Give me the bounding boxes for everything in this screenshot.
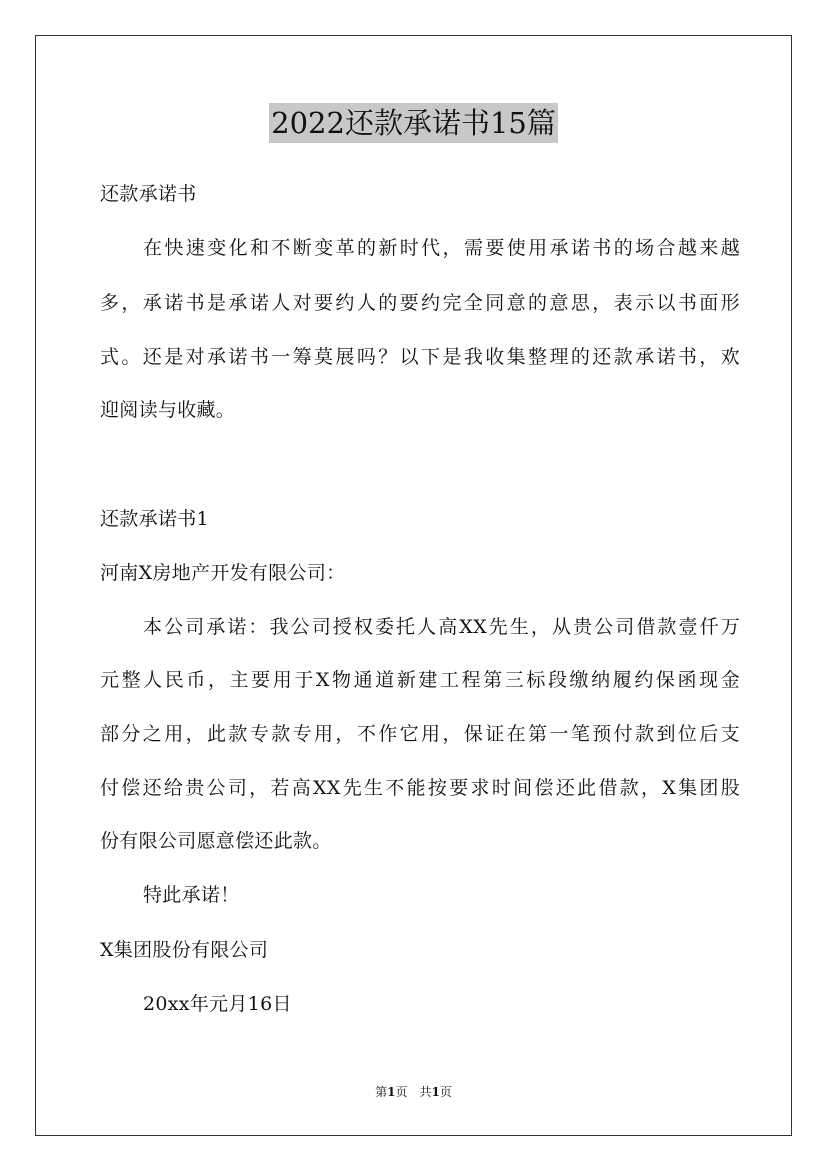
footer-page-current: 1 <box>387 1085 396 1099</box>
document-heading: 还款承诺书 <box>100 183 197 205</box>
intro-line: 迎阅读与收藏。 <box>100 399 236 421</box>
signature-date: 20xx年元月16日 <box>143 993 292 1015</box>
body-line: 部分之用，此款专款专用，不作它用，保证在第一笔预付款到位后支 <box>100 723 740 745</box>
section-title: 还款承诺书1 <box>100 508 209 530</box>
footer-mid: 页 共 <box>395 1085 432 1099</box>
body-line: 份有限公司愿意偿还此款。 <box>100 830 332 852</box>
intro-line: 多，承诺书是承诺人对要约人的要约完全同意的意思，表示以书面形 <box>100 292 740 314</box>
body-line: 元整人民币，主要用于X物通道新建工程第三标段缴纳履约保函现金 <box>100 669 740 691</box>
footer-page-total: 1 <box>431 1085 440 1099</box>
footer-suffix: 页 <box>439 1085 452 1099</box>
intro-line: 式。还是对承诺书一筹莫展吗？以下是我收集整理的还款承诺书，欢 <box>100 346 740 368</box>
title-container <box>0 103 827 143</box>
signature-company: X集团股份有限公司 <box>100 939 269 961</box>
page-footer <box>0 1083 827 1100</box>
document-title: 2022还款承诺书15篇 <box>269 103 558 143</box>
closing-statement: 特此承诺！ <box>143 884 240 906</box>
addressee: 河南X房地产开发有限公司： <box>100 562 346 584</box>
body-line: 本公司承诺：我公司授权委托人高XX先生，从贵公司借款壹仟万 <box>143 616 740 638</box>
body-line: 付偿还给贵公司，若高XX先生不能按要求时间偿还此借款，X集团股 <box>100 777 740 799</box>
footer-prefix: 第 <box>375 1085 388 1099</box>
intro-line: 在快速变化和不断变革的新时代，需要使用承诺书的场合越来越 <box>143 237 740 259</box>
